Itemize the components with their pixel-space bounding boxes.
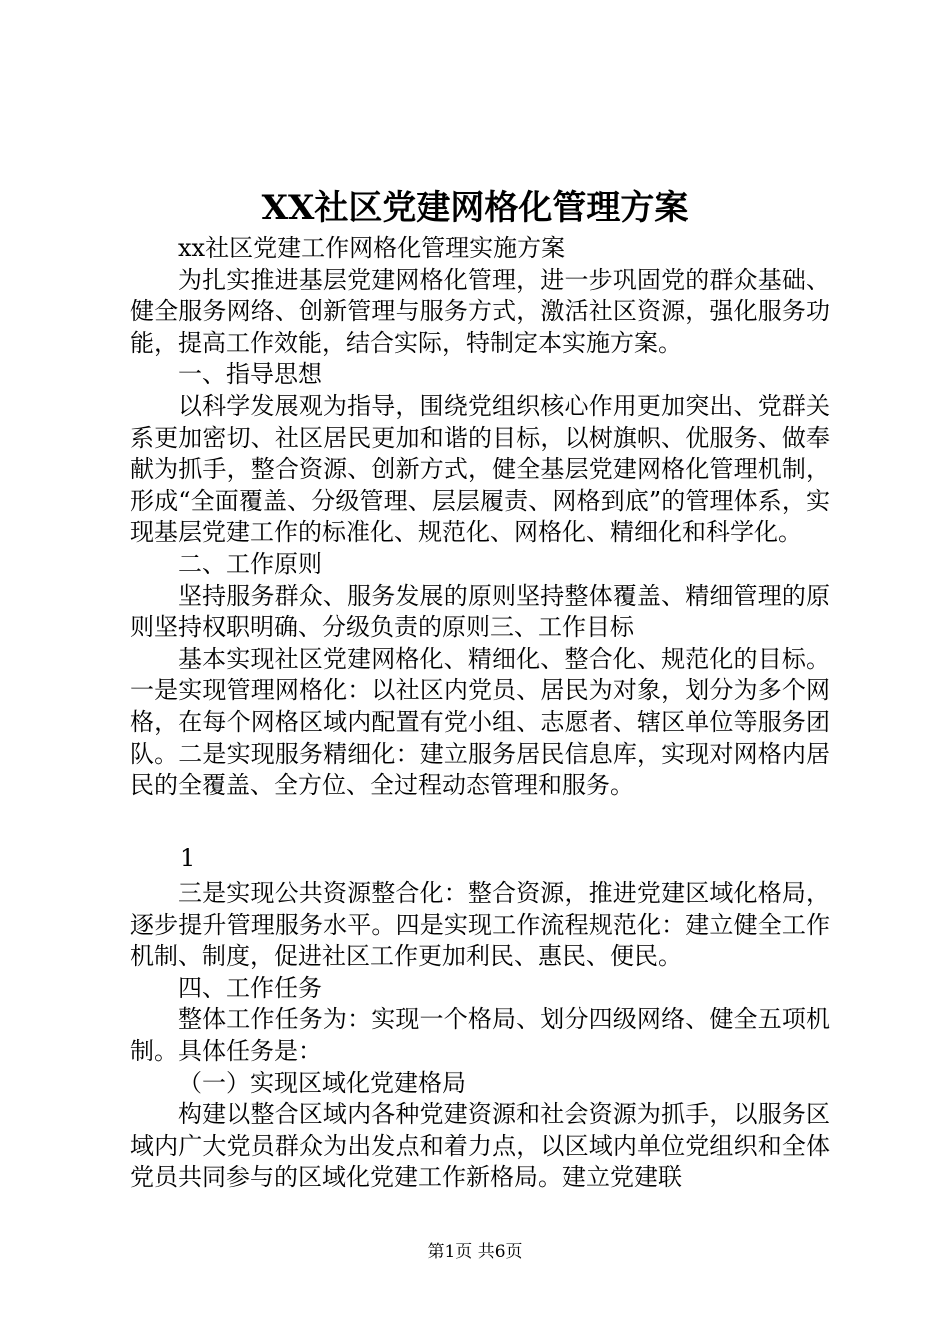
section-heading: 四、工作任务 — [178, 973, 322, 1002]
paragraph: xx社区党建工作网格化管理实施方案 — [178, 234, 566, 262]
body-text-page-2 — [130, 878, 830, 1194]
paragraph: 为扎实推进基层党建网格化管理，进一步巩固党的群众基础、健全服务网络、创新管理与服务方式，激活社区资源，强化服务功能，提高工作效能，结合实际，特制定本实施方案。 — [130, 265, 830, 357]
page-footer: 第1页 共6页 — [427, 1242, 523, 1262]
section-heading: 一、指导思想 — [178, 360, 322, 389]
inline-page-number: 1 — [180, 844, 196, 872]
paragraph: 基本实现社区党建网格化、精细化、整合化、规范化的目标。一是实现管理网格化：以社区内党员、居民为对象，划分为多个网格，在每个网格区域内配置有党小组、志愿者、辖区单位等服务团队。二是实现服务精细化：建立服务居民信息库，实现对网格内居民的全覆盖、全方位、全过程动态管理和服务。 — [130, 644, 830, 800]
paragraph: 以科学发展观为指导，围绕党组织核心作用更加突出、党群关系更加密切、社区居民更加和谐的目标，以树旗帜、优服务、做奉献为抓手，整合资源、创新方式，健全基层党建网格化管理机制，形成“全面覆盖、分级管理、层层履责、网格到底”的管理体系，实现基层党建工作的标准化、规范化、网格化、精细化和科学化。 — [130, 391, 830, 547]
document-title: XX社区党建网格化管理方案 — [261, 188, 689, 228]
body-text-page-1 — [130, 233, 830, 802]
paragraph: 坚持服务群众、服务发展的原则坚持整体覆盖、精细管理的原则坚持权职明确、分级负责的原则三、工作目标 — [130, 581, 830, 642]
section-heading: 二、工作原则 — [178, 549, 322, 578]
paragraph: 三是实现公共资源整合化：整合资源，推进党建区域化格局，逐步提升管理服务水平。四是实现工作流程规范化：建立健全工作机制、制度，促进社区工作更加利民、惠民、便民。 — [130, 879, 830, 971]
subsection-heading: （一）实现区域化党建格局 — [178, 1068, 466, 1097]
paragraph: 构建以整合区域内各种党建资源和社会资源为抓手，以服务区域内广大党员群众为出发点和着力点，以区域内单位党组织和全体党员共同参与的区域化党建工作新格局。建立党建联 — [130, 1100, 830, 1192]
paragraph: 整体工作任务为：实现一个格局、划分四级网络、健全五项机制。具体任务是： — [130, 1005, 830, 1065]
